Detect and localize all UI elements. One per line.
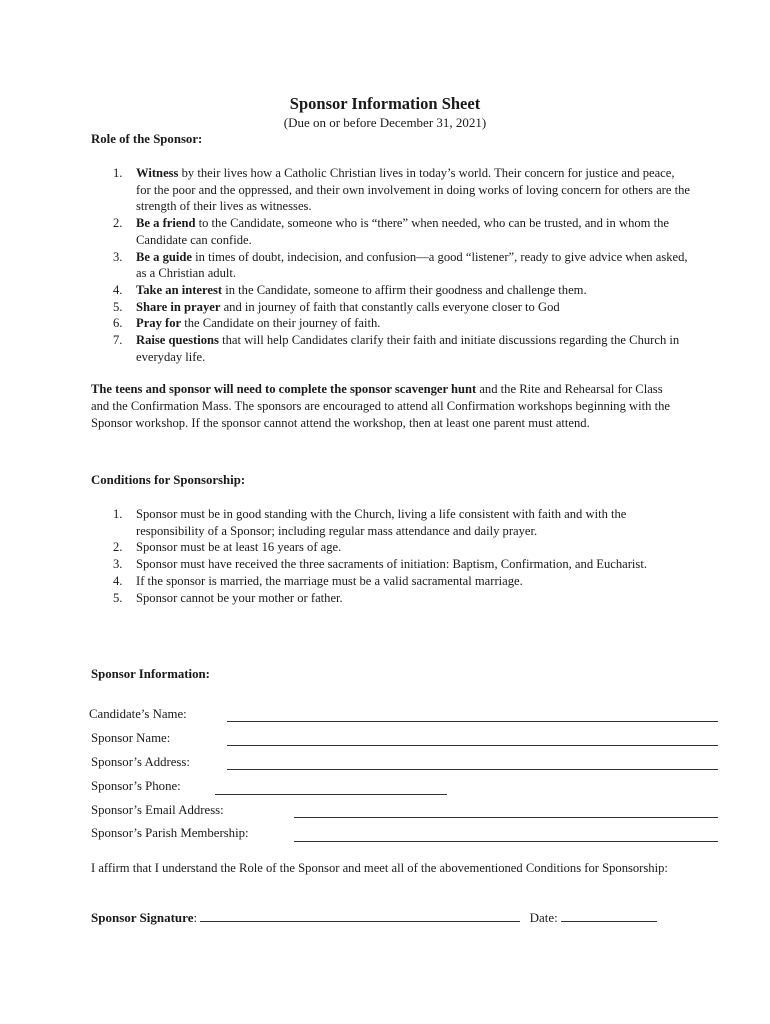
sponsor-phone-field[interactable]: [215, 794, 447, 795]
list-item-text: to the Candidate, someone who is “there” when needed, who can be trusted, and in whom the Candidate can confide.: [136, 216, 669, 247]
list-item: [91, 506, 691, 539]
list-item-text: by their lives how a Catholic Christian lives in today’s world. Their concern for justice and peace, for the poor and the oppressed, and their own involvement in doing works of loving concern for others are the strength of their lives as witnesses.: [136, 166, 690, 214]
list-item-number: 5.: [113, 590, 123, 605]
conditions-heading: Conditions for Sponsorship:: [91, 473, 246, 487]
scavenger-paragraph: [91, 381, 681, 432]
role-heading: Role of the Sponsor:: [91, 132, 203, 146]
scavenger-bold-text: The teens and sponsor will need to complete the sponsor scavenger hunt: [91, 382, 477, 396]
scavenger-text: and the Rite and Rehearsal for Class and the Confirmation Mass. The sponsors are encouraged to attend all Confirmation workshops beginning with the Sponsor workshop. If the sponsor cannot attend the workshop, then at least one parent must attend.: [91, 382, 670, 430]
sponsor-name-label: Sponsor Name:: [91, 731, 171, 745]
list-item-number: 1.: [113, 507, 123, 521]
list-item-text: Sponsor cannot be your mother or father.: [136, 590, 343, 605]
list-item: [91, 315, 691, 332]
list-item-keyword: Share in prayer: [136, 299, 221, 314]
list-item-number: 2.: [113, 216, 123, 231]
list-item-text: and in journey of faith that constantly calls everyone closer to God: [220, 299, 560, 314]
list-item-number: 4.: [113, 282, 123, 297]
candidate-name-field[interactable]: [227, 721, 718, 722]
date-label: Date:: [529, 910, 562, 925]
list-item: [91, 215, 691, 248]
sponsor-address-label: Sponsor’s Address:: [91, 755, 190, 769]
conditions-list: [91, 506, 691, 606]
sponsor-parish-label: Sponsor’s Parish Membership:: [91, 826, 249, 840]
list-item-number: 1.: [113, 166, 123, 180]
list-item-keyword: Raise questions: [136, 333, 219, 348]
list-item-number: 5.: [113, 299, 123, 314]
list-item: [91, 249, 691, 282]
sponsor-name-field[interactable]: [227, 745, 718, 746]
list-item-text: If the sponsor is married, the marriage must be a valid sacramental marriage.: [136, 573, 523, 588]
list-item: [91, 539, 691, 556]
sponsor-parish-field[interactable]: [294, 841, 718, 842]
list-item-number: 2.: [113, 540, 123, 555]
signature-row: [91, 909, 657, 926]
list-item-text: in the Candidate, someone to affirm their goodness and challenge them.: [222, 282, 587, 297]
sponsor-email-label: Sponsor’s Email Address:: [91, 803, 224, 817]
date-field[interactable]: [561, 909, 657, 922]
list-item-keyword: Take an interest: [136, 282, 223, 297]
list-item: [91, 590, 691, 607]
signature-label: Sponsor Signature: [91, 910, 194, 925]
due-date-subtitle: (Due on or before December 31, 2021): [283, 115, 487, 130]
list-item-keyword: Pray for: [136, 316, 182, 331]
list-item-text: Sponsor must have received the three sacraments of initiation: Baptism, Confirmation, and Eucharist.: [136, 557, 647, 572]
sponsor-email-field[interactable]: [294, 817, 718, 818]
list-item-text: Sponsor must be at least 16 years of age.: [136, 540, 342, 555]
list-item-keyword: Be a friend: [136, 216, 196, 231]
list-item-number: 3.: [113, 249, 123, 264]
candidate-name-label: Candidate’s Name:: [89, 707, 187, 721]
list-item-number: 7.: [113, 333, 123, 348]
affirmation-paragraph: I affirm that I understand the Role of the Sponsor and meet all of the abovementioned Conditions for Sponsorship:: [91, 861, 668, 875]
list-item-text: Sponsor must be in good standing with the Church, living a life consistent with faith and with the responsibility of a Sponsor; including regular mass attendance and daily prayer.: [136, 507, 627, 538]
role-list: [91, 165, 691, 365]
list-item-keyword: Be a guide: [136, 249, 192, 264]
list-item: [91, 573, 691, 590]
sponsor-address-field[interactable]: [227, 769, 718, 770]
list-item-text: the Candidate on their journey of faith.: [181, 316, 381, 331]
signature-colon: :: [193, 910, 198, 925]
sponsor-phone-label: Sponsor’s Phone:: [91, 779, 181, 793]
list-item: [91, 299, 691, 316]
page-title: Sponsor Information Sheet: [289, 94, 481, 113]
list-item: [91, 165, 691, 215]
list-item-text: in times of doubt, indecision, and confusion—a good “listener”, ready to give advice when asked, as a Christian adult.: [136, 249, 688, 281]
signature-field[interactable]: [200, 909, 520, 922]
list-item-number: 4.: [113, 573, 123, 588]
list-item: [91, 332, 691, 365]
list-item-keyword: Witness: [136, 166, 179, 180]
list-item: [91, 282, 691, 299]
list-item: [91, 556, 691, 573]
list-item-number: 3.: [113, 557, 123, 572]
list-item-text: that will help Candidates clarify their faith and initiate discussions regarding the Church in everyday life.: [136, 333, 680, 364]
list-item-number: 6.: [113, 316, 123, 331]
sponsor-info-heading: Sponsor Information:: [91, 667, 210, 681]
